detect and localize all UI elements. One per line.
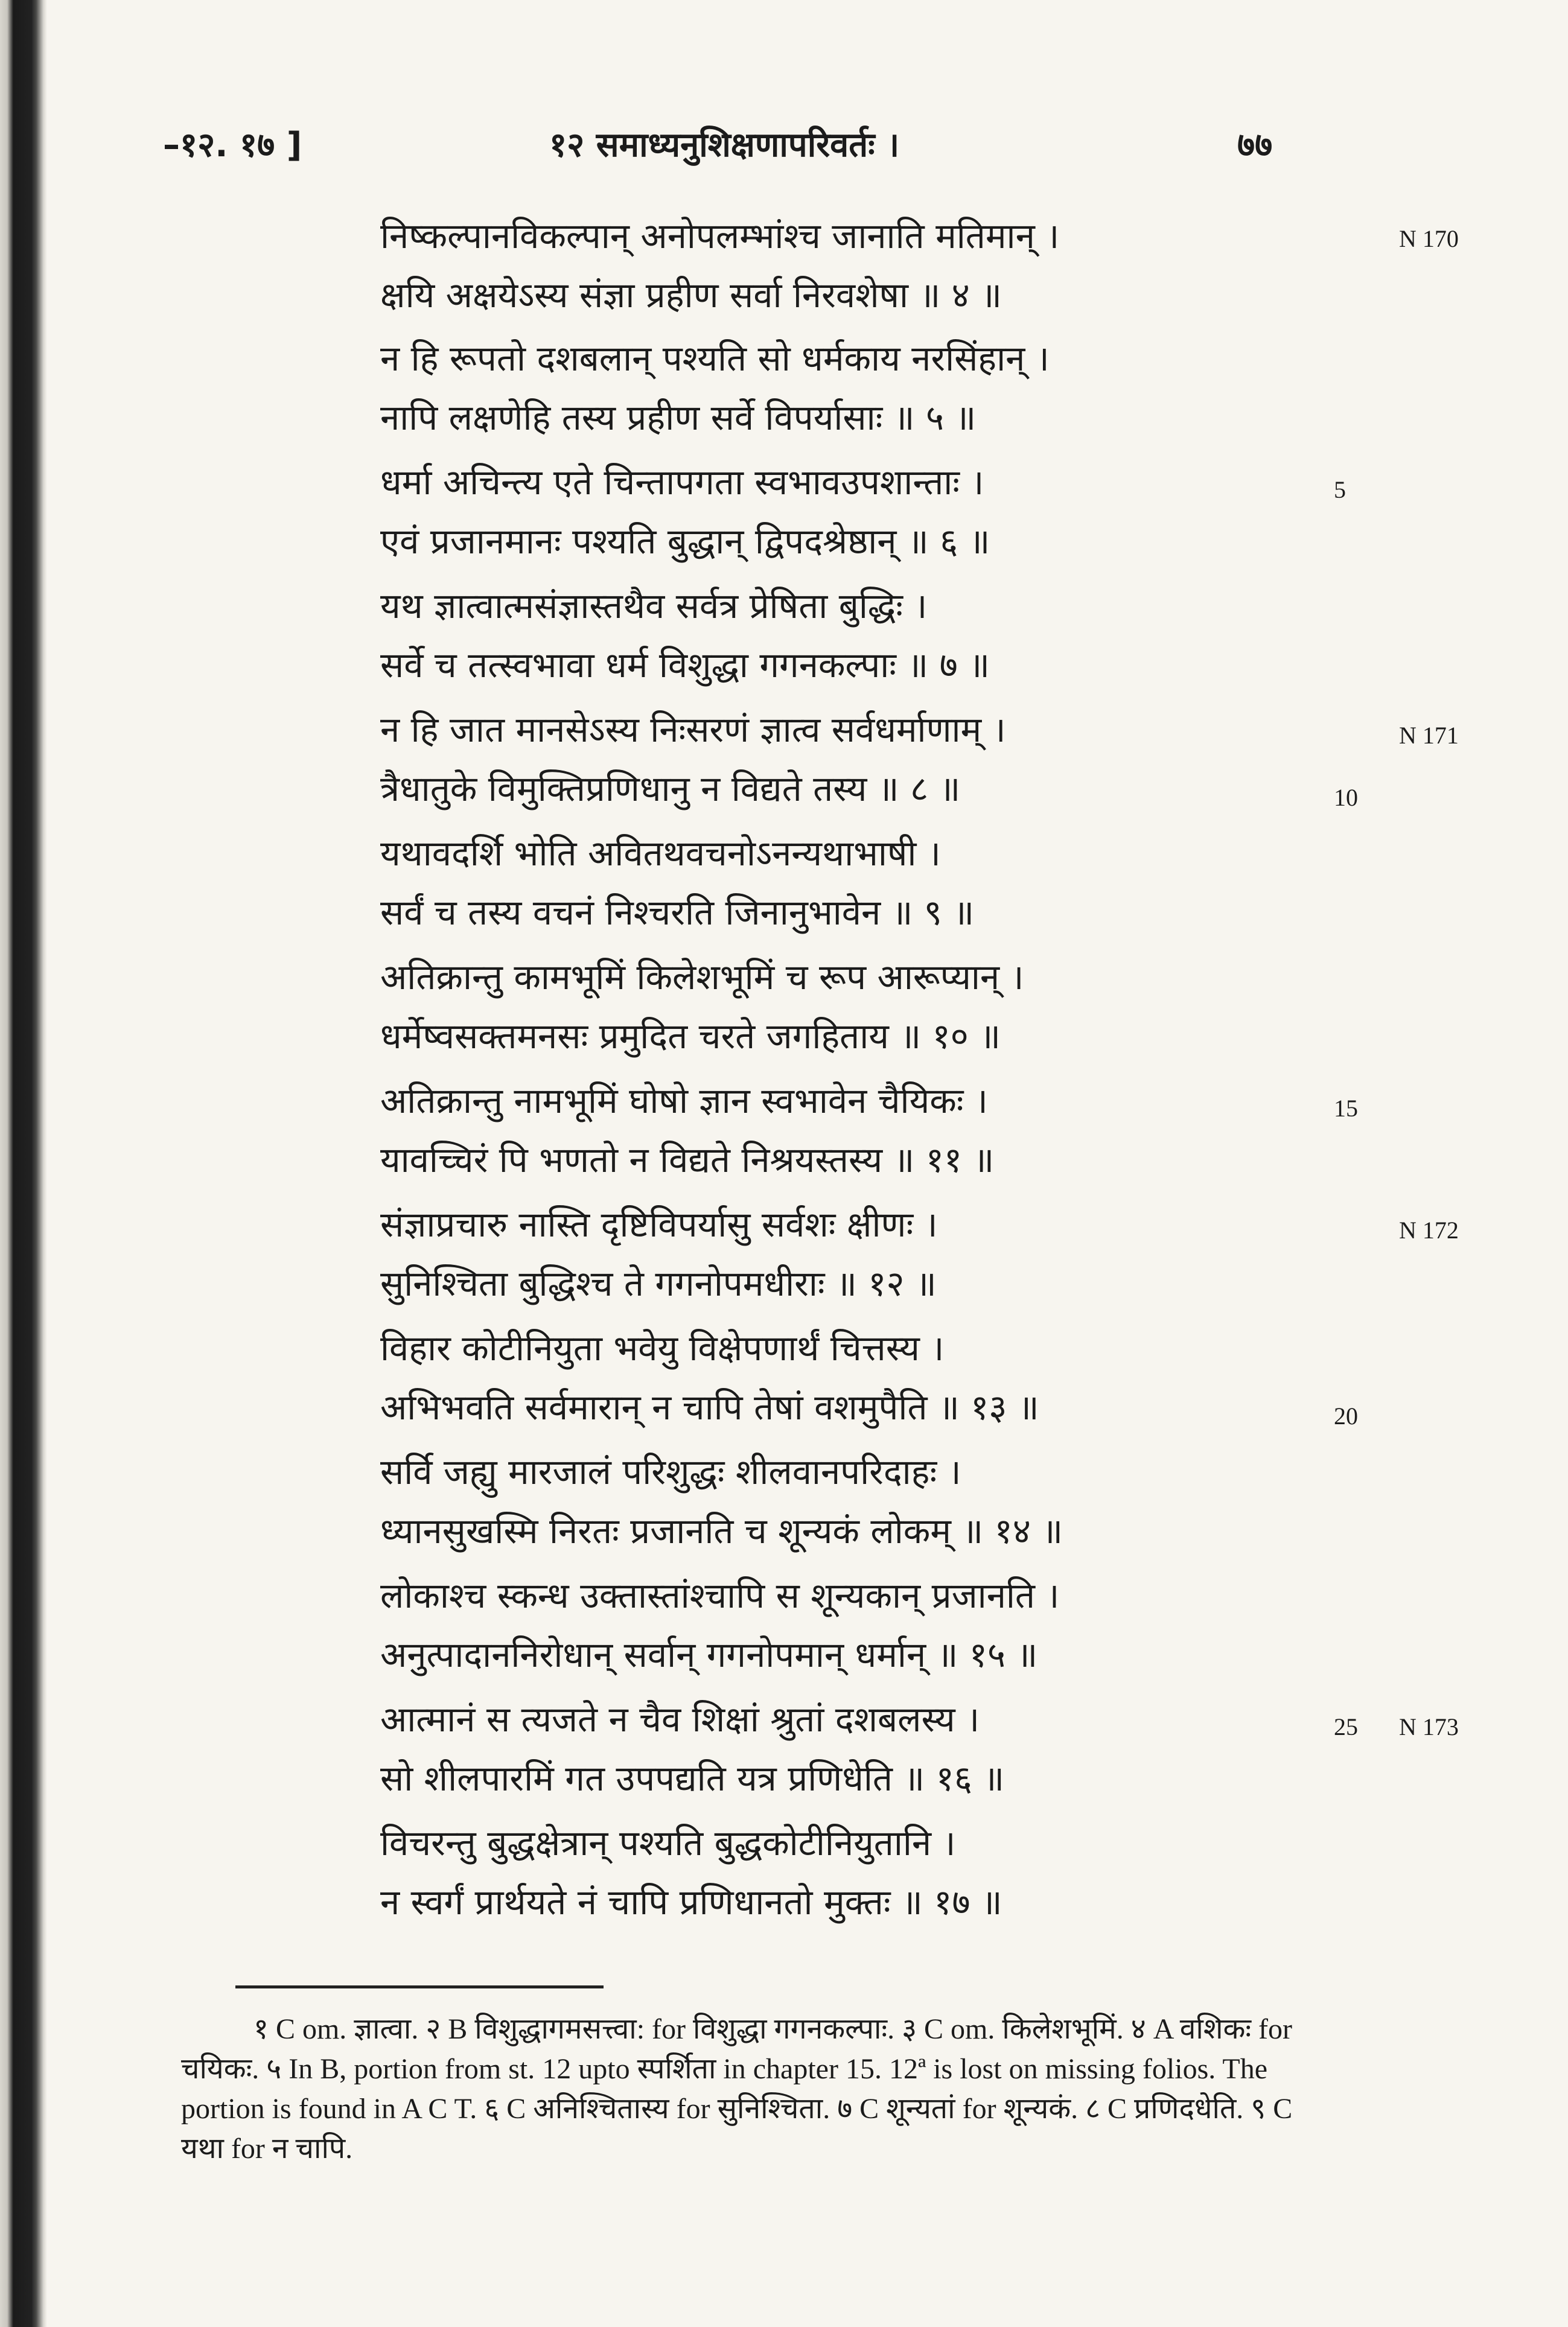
header-page-number: ७७ xyxy=(1237,126,1273,165)
verse-line: न हि जात मानसेऽस्य निःसरणं ज्ञात्व सर्वधर्माणाम् । xyxy=(380,709,1006,750)
verse-line: आत्मानं स त्यजते न चैव शिक्षां श्रुतां दशबलस्य । xyxy=(380,1699,980,1740)
scan-binding-edge xyxy=(0,0,47,2327)
verse-line: अभिभवति सर्वमारान् न चापि तेषां वशमुपैति ॥ १३ ॥ xyxy=(380,1387,1039,1428)
verse-line: निष्कल्पानविकल्पान् अनोपलम्भांश्च जानाति मतिमान् । xyxy=(380,215,1060,256)
running-header xyxy=(163,109,1346,175)
margin-line-number: 10 xyxy=(1334,784,1358,811)
verse-line: सुनिश्चिता बुद्धिश्च ते गगनोपमधीराः ॥ १२ ॥ xyxy=(380,1263,937,1304)
verse-line: यावच्चिरं पि भणतो न विद्यते निश्रयस्तस्य ॥ ११ ॥ xyxy=(380,1139,995,1180)
verse-line: सर्वे च तत्स्वभावा धर्म विशुद्धा गगनकल्पाः ॥ ७ ॥ xyxy=(380,645,990,686)
verse-line: सर्वि जह्यु मारजालं परिशुद्धः शीलवानपरिदाहः । xyxy=(380,1451,961,1492)
margin-line-number: 15 xyxy=(1334,1095,1358,1122)
footnote-rule xyxy=(235,1985,604,1988)
verse-line: ध्यानसुखस्मि निरतः प्रजानति च शून्यकं लोकम् ॥ १४ ॥ xyxy=(380,1510,1063,1552)
verse-line: सर्वं च तस्य वचनं निश्चरति जिनानुभावेन ॥ ९ ॥ xyxy=(380,892,975,933)
verse-line: नापि लक्षणेहि तस्य प्रहीण सर्वे विपर्यासाः ॥ ५ ॥ xyxy=(380,397,977,438)
margin-code: N 170 xyxy=(1399,225,1459,252)
verse-line: सो शीलपारमिं गत उपपद्यति यत्र प्रणिधेति ॥ १६ ॥ xyxy=(380,1758,1005,1799)
margin-code: N 172 xyxy=(1399,1217,1459,1244)
header-chapter-title: १२ समाध्यनुशिक्षणापरिवर्तः । xyxy=(549,126,900,165)
verse-line: एवं प्रजानमानः पश्यति बुद्धान् द्विपदश्रेष्ठान् ॥ ६ ॥ xyxy=(380,521,990,562)
verse-line: न स्वर्गं प्रार्थयते नं चापि प्रणिधानतो मुक्तः ॥ १७ ॥ xyxy=(380,1882,1002,1923)
verse-line: विहार कोटीनियुता भवेयु विक्षेपणार्थं चित्तस्य । xyxy=(380,1328,945,1369)
footnotes xyxy=(181,2010,1328,2169)
verse-line: क्षयि अक्षयेऽस्य संज्ञा प्रहीण सर्वा निरवशेषा ॥ ४ ॥ xyxy=(380,275,1002,316)
margin-line-number: 25 xyxy=(1334,1713,1358,1740)
footnote-text: १ C om. ज्ञात्वा. २ B विशुद्धागमसत्त्वा: for विशुद्धा गगनकल्पाः. ३ C om. किलेशभूमिं. ४ A वशिकः for चयिकः. ५ In B, portion from st. 12 upto स्पर्शिता in chapter 15. 12ª is lost on missing folios. The portion is found in A C T. ६ C अनिश्चितास्य for सुनिश्चिता. ७ C शून्यतां for शून्यकं. ८ C प्रणिदधेति. ९ C यथा for न चापि. xyxy=(181,2013,1293,2165)
margin-line-number: 20 xyxy=(1334,1402,1358,1430)
verse-line: न हि रूपतो दशबलान् पश्यति सो धर्मकाय नरसिंहान् । xyxy=(380,338,1050,379)
verse-line: यथ ज्ञात्वात्मसंज्ञास्तथैव सर्वत्र प्रेषिता बुद्धिः । xyxy=(380,585,928,626)
margin-code: N 171 xyxy=(1399,722,1459,749)
verse-line: अतिक्रान्तु कामभूमिं किलेशभूमिं च रूप आरूप्यान् । xyxy=(380,957,1024,998)
verse-line: विचरन्तु बुद्धक्षेत्रान् पश्यति बुद्धकोटीनियुतानि । xyxy=(380,1822,956,1864)
verse-line: धर्मेष्वसक्तमनसः प्रमुदित चरते जगहिताय ॥ १० ॥ xyxy=(380,1016,1001,1057)
verse-line: धर्मा अचिन्त्य एते चिन्तापगता स्वभावउपशान्ताः । xyxy=(380,462,984,503)
verse-line: यथावदर्शि भोति अवितथवचनोऽनन्यथाभाषी । xyxy=(380,833,941,874)
verse-line: अनुत्पादाननिरोधान् सर्वान् गगनोपमान् धर्मान् ॥ १५ ॥ xyxy=(380,1634,1038,1675)
verse-line: अतिक्रान्तु नामभूमिं घोषो ज्ञान स्वभावेन चैयिकः । xyxy=(380,1080,988,1121)
verse-line: लोकाश्च स्कन्ध उक्तास्तांश्चापि स शून्यकान् प्रजानति । xyxy=(380,1575,1060,1616)
verse-line: संज्ञाप्रचारु नास्ति दृष्टिविपर्यासु सर्वशः क्षीणः । xyxy=(380,1204,938,1245)
header-verse-range: –१२. १७ ] xyxy=(163,126,302,165)
margin-code: N 173 xyxy=(1399,1713,1459,1740)
margin-line-number: 5 xyxy=(1334,476,1346,503)
verse-line: त्रैधातुके विमुक्तिप्रणिधानु न विद्यते तस्य ॥ ८ ॥ xyxy=(380,768,961,809)
